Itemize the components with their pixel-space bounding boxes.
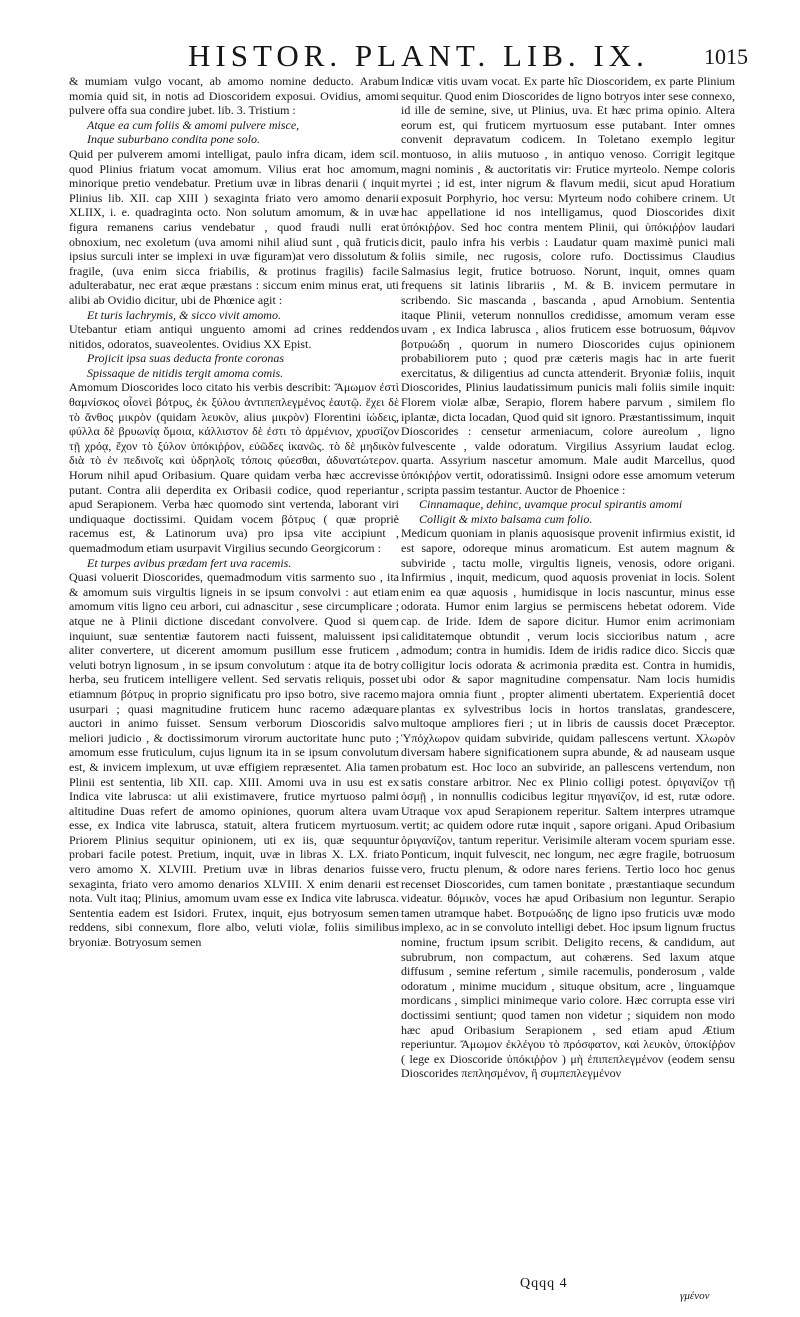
- verse-line: Projicit ipsa suas deducta fronte coronas: [87, 351, 284, 366]
- paragraph: Quid per pulverem amomi intelligat, paulo infra dicam, idem scil. quod Plinius friatum vocat amomum. Vilius erat hoc amomum, minorique pretio vendebatur. Pretium uvæ in libras denarii ( inquit Plinius lib. XII. cap XIII ) sexaginta friato vero amomo denarii XLIIX, i. e. quadraginta octo. Non solutum amomum, & in uvæ figura remanens carius vendebatur , quod fraudi nulli erat obnoxium, nec exoletum (uva amomi nihil aliud sunt , quã fruticis ipsius surculi inter se implexi in uvæ figuram)at vero dissolutum & fragile, (uva enim sicca friabilis, & protinus fragilis) facile adulterabatur, nec erat æque præstans : siccum enim minus erat, uti alibi ab Ovidio dicitur, ubi de Phœnice agit :: [69, 146, 399, 307]
- verse-line: Cinnamaque, dehinc, uvamque procul spirantis amomi: [419, 497, 683, 512]
- running-title: HISTOR. PLANT. LIB. IX.: [188, 38, 649, 73]
- signature-mark: Qqqq 4: [520, 1276, 568, 1291]
- paragraph: Utebantur etiam antiqui unguento amomi ad crines reddendos nitidos, odoratos, suaveolentes. Ovidius XX Epist.: [69, 322, 399, 351]
- right-text-column: [401, 74, 735, 1081]
- verse-line: Et turis lachrymis, & sicco vivit amomo.: [87, 307, 281, 322]
- verse-line: Atque ea cum foliis & amomi pulvere misce,: [87, 117, 300, 132]
- verse-line: Spissaque de nitidis tergit amoma comis.: [87, 365, 284, 380]
- paragraph: Medicum quoniam in planis aquosisque provenit infirmius existit, id est sapore, odoreque minus aromaticum. Est autem magnum & subviride , tactu molle, virgultis ligneis, venosis, odore origani. Infirmius , inquit, medicum, quod aquosis proveniat in locis. Solent enim ea quæ aquosis , humidisque in locis nascuntur, minus esse odorata. Humor enim largius se permiscens hebetat odorem. Vide cap. de Iride. Idem de sapore dicitur. Humor enim acrimoniam caliditatemque obtundit , verum locis siccioribus natum , acre admodum; contra in humidis. Idem de iridis radice dico. Siccis quæ colligitur locis odorata & acrimonia prædita est. Contra in humidis, ubi odor & sapor magnitudine compensatur. Nam locis humidis majora omnia fiunt , propter alimenti ubertatem. Experientiâ docet plantas ex sylvestribus locis in hortos translatas, grandescere, multoque ampliores fieri ; ut in libris de caussis docet Præceptor. Ὑπόχλωρον quidam subviride, quidam pallescens vertunt. Χλωρὸν diversam habere significationem supra abunde, & ad nauseam usque probatum est. Hoc loco an subviride, an pallescens vertendum, non satis constare arbitror. Nec ex Plinio colligi potest. ὀριγανίζον τῇ ὀσμῇ , in nonnullis codicibus legitur πηγανίζον, id est, rutæ odore. Utraque vox apud Serapionem reperitur. Saltem interpres utramque vertit; ac quidem odore rutæ inquit , sapore origani. Apud Oribasium ὀριγανίζον, tantum reperitur. Verisimile alteram vocem spuriam esse. Ponticum, inquit fulvescit, nec longum, nec ægre fragile, botruosum vero, fructu plenum, & odore nares feriens. Tertio loco hoc genus recenset Dioscorides, cum tamen bonitate , præstantiaque secundum videatur. θόμικὸν, voces hæ apud Oribasium non leguntur. Serapio tamen utramque habet. Βοτρυώδης de ligno ipso fruticis uvæ modo implexo, ac in se convoluto intelligi debet. Hoc ipsum lignum fructus nomine, fructum ipsum scribit. Deligito recens, & candidum, aut subrubrum, non compactum, aut cohærens. Sed laxum atque diffusum , semine refertum , simile racemulis, ponderosum , valde odoratum , minime mucidum , situque obsitum, acre , linguamque mordicans , simplici minimeque vario colore. Hæc corrupta esse viri doctissimi sentiunt; quod tamen non videtur ; siquidem non modo hæc apud Oribasium Serapionem , sed etiam apud Ætium reperiuntur. Ἄμωμον ἐκλέγου τὸ πρόσφατον, καὶ λευκὸν, ὑποκίῤῥον ( lege ex Dioscoride ὑπόκιῤῥον ) μὴ ἐπιπεπλεγμένον (eodem sensu Dioscorides πεπλησμένον, ἢ συμπεπλεγμένον: [401, 526, 735, 1081]
- verse-line: Colligit & mixto balsama cum folio.: [419, 511, 593, 526]
- catchword: γμένον: [680, 1290, 710, 1302]
- paragraph: Quasi voluerit Dioscorides, quemadmodum vitis sarmento suo , ita & amomum suis virgultis ligneis in se ipsum convolvi : aut etiam amomum vitis ligno ceu arbori, cui adnascitur , sese circumplicare ; atque ne à Plinii dictione discedant convolvere. Quod si quem inquiunt, suæ sententiæ fautorem nacti fuissent, maluissent ipsi aliter convertere, ut dicerent amomum pusillum esse fruticem , veluti botryn lignosum , in se ipsum convolutum : atque ita de botry herba, seu fruticem intelligere vellent. Sed servatis reliquis, posset etiamnum βότρυς in proprio significatu pro ipso botro, sive racemo usurpari ; quasi magnitudine fruticem hunc racemo adæquare auctori in animo fuisset. Sensum verborum Dioscoridis salvo meliori judicio , & doctissimorum virorum auctoritate hunc puto ; amomum esse fruticulum, cujus lignum ita in se ipsum convolutum est, & invicem implexum, ut uvæ effigiem repræsentet. Alia tamen Plinii est sententia, lib XII. cap. XIII. Amomi uva in usu est ex Indica vite labrusca: ut alii existimavere, frutice myrtuoso palmi altitudine Duas refert de amomo opiniones, quorum altera uvam esse, ex Indica vite labrusca, statuit, altera fruticem myrtuosum. Priorem Plinius sequitur opinionem, uti ex iis, quæ sequuntur probari facile potest. Pretium, inquit, uvæ in libras X. LX. friato vero amomo X. XLVIII. Pretium uvæ in libras denarios fuisse sexaginta, friato vero amomo denarios XLVIII. X enim denarii est nota. Vult itaq; Plinius, amomum uvam esse ex Indica vite labrusca. Sententia eadem est Isidori. Frutex, inquit, ejus botryosum semen reddens, sibi connexum, flore albo, veluti violæ, foliis similibus bryoniæ. Botryosum semen: [69, 570, 399, 950]
- paragraph: Indicæ vitis uvam vocat. Ex parte hîc Dioscoridem, ex parte Plinium sequitur. Quod enim Dioscorides de ligno botryos inter sese connexo, id ille de semine, sive, ut Plinius, uva. Et hæc prima opinio. Altera eorum est, qui fruticem myrtuosum esse putabant. Inter omnes convenit depravatum codicem. In Toletano exemplo legitur montuoso, in aliis mutuoso , in antiquo venoso. Corrigit legitque magni nominis , & auctoritatis vir: Frutice myrteolo. Nempe coloris myrtei ; id est, inter nigrum & flavum medii, sicut apud Horatium exposuit Porphyrio, hoc versu: Myrteum nodo cohibere crinem. Ut hac appellatione id nos intelligamus, quod Dioscorides dixit ὑπόκιῤῥον. Sed hoc contra mentem Plinii, qui ὑπόκιῤῥον laudari dicit, paulo infra his verbis : Laudatur quam maximè punici mali foliis simile, nec rugosis, colore rufo. Doctissimus Claudius Salmasius legit, frutice botruoso. Norunt, inquit, omnes quam frequens sit latinis librariis , M. & B. invicem permutare in scribendo. Sic mascanda , bascanda , apud Arnobium. Sententia itaque Plinii, veterum nonnullos credidisse, amomum veram esse uvam , ex Indica labrusca , alios fruticem esse botruosum, θάμνον βοτρυώδη , quorum in numero Dioscorides cujus opinionem probabiliorem puto ; quod præ cæteris magis hac in arte fuerit exercitatus, & diligentius ad cuncta attenderit. Bryoniæ foliis, inquit Dioscorides, Plinius laudatissimum punicis mali foliis simile inquit: Florem violæ albæ, Serapio, florem habere parvum , similem flo iplantæ, dicta locadan, Quod quid sit ignoro. Præstantissimum, inquit Dioscorides : censetur armeniacum, colore aureolum , ligno fulvescente , valde odoratum. Virgilius Assyrium laudat eclog. quarta. Assyrium nascetur amomum. Male audit Marcellus, quod ὑπόκιῤῥον vertit, odoratissimû. Insigni odore esse amomum veterum , scripta passim testantur. Auctor de Phoenice :: [401, 74, 735, 497]
- paragraph: & mumiam vulgo vocant, ab amomo nomine deducto. Arabum momia quid sit, in notis ad Dioscoridem exposui. Ovidius, amomi pulvere offa sua condire jubet. lib. 3. Tristium :: [69, 74, 399, 118]
- verse-line: Inque suburbano condita pone solo.: [87, 132, 260, 147]
- verse-line: Et turpes avibus prædam fert uva racemis.: [87, 555, 292, 570]
- left-text-column: [69, 74, 399, 950]
- page-number: 1015: [704, 44, 748, 69]
- paragraph: Amomum Dioscorides loco citato his verbis describit: Ἄμωμον ἐστὶ θαμνίσκος οἷονεὶ βότρυς, ἐκ ξύλου ἀντιπεπλεγμένος ἑαυτῷ. ἔχει δὲ τὸ ἄνθος μικρὸν (quidam λευκὸν, alius μικρὸν) Florentini ἰώδεις, φύλλα δὲ βρυωνίᾳ ὅμοια, κάλλιστον δὲ ἐστι τὸ ἀρμένιον, χρυσίζον τῇ χρόᾳ, ἔχον τὸ ξύλον ὑπόκιῤῥον, εὐῶδες ἱκανῶς. τὸ δὲ μηδικὸν διὰ τὸ ἐν πεδινοῖς καὶ ὑδρηλοῖς τόποις φύεσθαι, ἀδυνατώτερον. Horum nihil apud Oribasium. Quare quidam verba hæc accrevisse putant. Contra alii deperdita ex Oribasii codice, quod reperiantur apud Serapionem. Verba hæc quomodo sint vertenda, laborant viri undiquaque doctissimi. Quidam vocem βότρυς ( quæ propriè racemus est, & Latinorum uva) pro ipsa vite accipiunt , quemadmodum etiam usurpavit Virgilius secundo Georgicorum :: [69, 380, 399, 555]
- running-header: [70, 38, 760, 78]
